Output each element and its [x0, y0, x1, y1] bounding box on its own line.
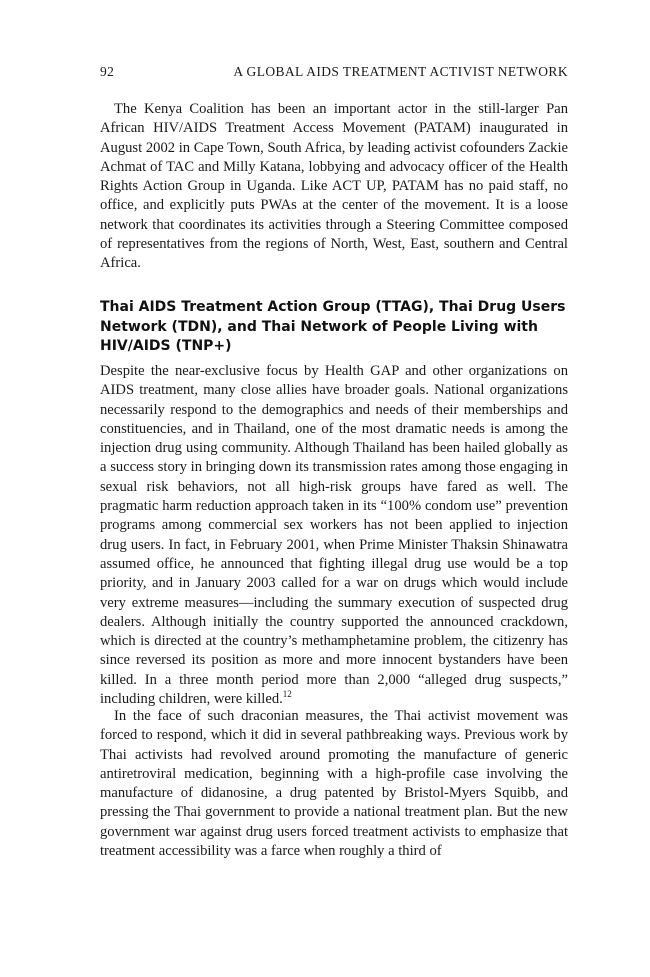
paragraph-thailand-drug-policy — [100, 362, 568, 709]
paragraph-text: Despite the near-exclusive focus by Health GAP and other organizations on AIDS treatment, many close allies have broader goals. National organizations necessarily respond to the demographics and needs of their memberships and constituencies, and in Thailand, one of the most dramatic needs is among the injection drug using community. Although Thailand has been hailed globally as a success story in bringing down its transmission rates among those engaging in sexual risk behaviors, not all high-risk groups have fared as well. The pragmatic harm reduction approach taken in its “100% condom use” prevention programs among commercial sex workers has not been applied to injection drug users. In fact, in February 2001, when Prime Minister Thaksin Shinawatra assumed office, he announced that fighting illegal drug use would be a top priority, and in January 2003 called for a war on drugs which would include very extreme measures—including the summary execution of suspected drug dealers. Although initially the country supported the announced crackdown, which is directed at the country’s methamphetamine problem, the citizenry has since reversed its position as more and more innocent bystanders have been killed. In a three month period more than 2,000 “alleged drug suspects,” including children, were killed. — [100, 363, 568, 708]
section-heading: Thai AIDS Treatment Action Group (TTAG), Thai Drug Users Network (TDN), and Thai Network of People Living with HIV/AIDS (TNP+) — [100, 299, 566, 354]
footnote-reference[interactable]: 12 — [282, 689, 292, 700]
page-number: 92 — [100, 64, 115, 79]
paragraph-text: The Kenya Coalition has been an important actor in the still-larger Pan African HIV/AIDS Treatment Access Movement (PATAM) inaugurated in August 2002 in Cape Town, South Africa, by leading activist cofounders Zackie Achmat of TAC and Milly Katana, lobbying and advocacy officer of the Health Rights Action Group in Uganda. Like ACT UP, PATAM has no paid staff, no office, and explicitly puts PWAs at the center of the movement. It is a loose network that coordinates its activities through a Steering Committee composed of representatives from the regions of North, West, East, southern and Central Africa. — [100, 101, 568, 272]
running-title: A GLOBAL AIDS TREATMENT ACTIVIST NETWORK — [233, 64, 568, 79]
running-head — [100, 64, 568, 84]
paragraph-thai-activist-response — [100, 707, 568, 861]
paragraph-text-with-footnote — [100, 362, 568, 709]
paragraph-kenya-coalition — [100, 100, 568, 274]
paragraph-text: In the face of such draconian measures, the Thai activist movement was forced to respond, which it did in several pathbreaking ways. Previous work by Thai activists had revolved around promoting the manufacture of generic antiretroviral medication, beginning with a high-profile case involving the manufacture of didanosine, a drug patented by Bristol-Myers Squibb, and pressing the Thai government to provide a national treatment plan. But the new government war against drug users forced treatment activists to emphasize that treatment accessibility was a farce when roughly a third of — [100, 708, 568, 860]
